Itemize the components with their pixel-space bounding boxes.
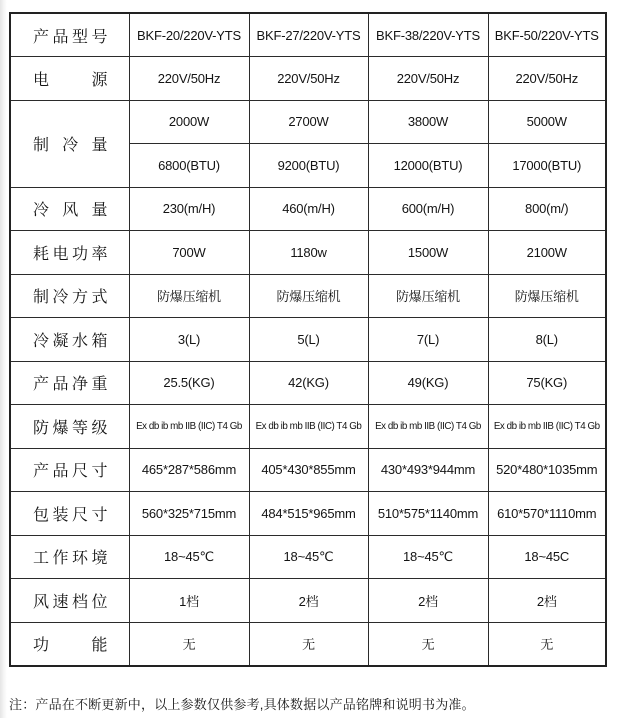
label-package-size: 包装尺寸 — [10, 492, 129, 536]
cell-working-environment-2: 18~45℃ — [249, 535, 368, 579]
row-function — [10, 622, 606, 666]
cell-function-2: 无 — [249, 622, 368, 666]
cell-condensate-tank-4: 8(L) — [488, 318, 606, 362]
cell-power-supply-1: 220V/50Hz — [129, 57, 249, 101]
cell-function-1: 无 — [129, 622, 249, 666]
cell-ex-rating-2: Ex db ib mb IIB (IIC) T4 Gb — [249, 405, 368, 449]
label-product-size: 产品尺寸 — [10, 448, 129, 492]
label-power-consumption: 耗电功率 — [10, 231, 129, 275]
row-power-consumption — [10, 231, 606, 275]
cell-fan-speed-4: 2档 — [488, 579, 606, 623]
cell-power-consumption-4: 2100W — [488, 231, 606, 275]
cell-power-consumption-3: 1500W — [368, 231, 488, 275]
cell-ex-rating-1: Ex db ib mb IIB (IIC) T4 Gb — [129, 405, 249, 449]
cell-package-size-3: 510*575*1140mm — [368, 492, 488, 536]
cell-model-4: BKF-50/220V-YTS — [488, 13, 606, 57]
cell-cooling-btu-3: 12000(BTU) — [368, 144, 488, 188]
cell-power-consumption-2: 1180w — [249, 231, 368, 275]
row-ex-rating — [10, 405, 606, 449]
row-condensate-tank — [10, 318, 606, 362]
cell-power-supply-4: 220V/50Hz — [488, 57, 606, 101]
cell-fan-speed-3: 2档 — [368, 579, 488, 623]
cell-cooling-w-3: 3800W — [368, 100, 488, 144]
label-fan-speed: 风速档位 — [10, 579, 129, 623]
label-ex-rating: 防爆等级 — [10, 405, 129, 449]
cell-cooling-w-2: 2700W — [249, 100, 368, 144]
row-cooling-method — [10, 274, 606, 318]
cell-net-weight-2: 42(KG) — [249, 361, 368, 405]
cell-fan-speed-2: 2档 — [249, 579, 368, 623]
row-fan-speed — [10, 579, 606, 623]
product-spec-table — [9, 12, 607, 667]
row-net-weight — [10, 361, 606, 405]
label-working-environment: 工作环境 — [10, 535, 129, 579]
row-package-size — [10, 492, 606, 536]
cell-ex-rating-3: Ex db ib mb IIB (IIC) T4 Gb — [368, 405, 488, 449]
cell-working-environment-3: 18~45℃ — [368, 535, 488, 579]
label-cooling-method: 制冷方式 — [10, 274, 129, 318]
cell-cooling-btu-2: 9200(BTU) — [249, 144, 368, 188]
label-power-supply: 电源 — [10, 57, 129, 101]
cell-product-size-3: 430*493*944mm — [368, 448, 488, 492]
cell-cooling-method-2: 防爆压缩机 — [249, 274, 368, 318]
cell-fan-speed-1: 1档 — [129, 579, 249, 623]
footnote: 注：产品在不断更新中，以上参数仅供参考,具体数据以产品铭牌和说明书为准。 — [9, 697, 475, 712]
cell-package-size-2: 484*515*965mm — [249, 492, 368, 536]
label-cooling-capacity: 制冷量 — [10, 100, 129, 187]
cell-product-size-4: 520*480*1035mm — [488, 448, 606, 492]
cell-working-environment-1: 18~45℃ — [129, 535, 249, 579]
cell-cooling-method-3: 防爆压缩机 — [368, 274, 488, 318]
cell-model-1: BKF-20/220V-YTS — [129, 13, 249, 57]
cell-cooling-btu-1: 6800(BTU) — [129, 144, 249, 188]
cell-condensate-tank-1: 3(L) — [129, 318, 249, 362]
row-cooling-capacity-w — [10, 100, 606, 144]
cell-net-weight-1: 25.5(KG) — [129, 361, 249, 405]
cell-function-4: 无 — [488, 622, 606, 666]
cell-working-environment-4: 18~45C — [488, 535, 606, 579]
cell-cooling-w-1: 2000W — [129, 100, 249, 144]
cell-air-volume-2: 460(m/H) — [249, 187, 368, 231]
row-air-volume — [10, 187, 606, 231]
cell-product-size-1: 465*287*586mm — [129, 448, 249, 492]
cell-product-size-2: 405*430*855mm — [249, 448, 368, 492]
cell-cooling-method-1: 防爆压缩机 — [129, 274, 249, 318]
cell-model-3: BKF-38/220V-YTS — [368, 13, 488, 57]
cell-cooling-w-4: 5000W — [488, 100, 606, 144]
cell-cooling-btu-4: 17000(BTU) — [488, 144, 606, 188]
row-model — [10, 13, 606, 57]
label-net-weight: 产品净重 — [10, 361, 129, 405]
cell-power-supply-2: 220V/50Hz — [249, 57, 368, 101]
row-working-environment — [10, 535, 606, 579]
cell-model-2: BKF-27/220V-YTS — [249, 13, 368, 57]
row-power-supply — [10, 57, 606, 101]
cell-power-consumption-1: 700W — [129, 231, 249, 275]
cell-package-size-1: 560*325*715mm — [129, 492, 249, 536]
cell-net-weight-3: 49(KG) — [368, 361, 488, 405]
label-air-volume: 冷风量 — [10, 187, 129, 231]
label-condensate-tank: 冷凝水箱 — [10, 318, 129, 362]
cell-air-volume-3: 600(m/H) — [368, 187, 488, 231]
cell-package-size-4: 610*570*1110mm — [488, 492, 606, 536]
cell-air-volume-1: 230(m/H) — [129, 187, 249, 231]
label-model: 产品型号 — [10, 13, 129, 57]
cell-function-3: 无 — [368, 622, 488, 666]
cell-net-weight-4: 75(KG) — [488, 361, 606, 405]
cell-power-supply-3: 220V/50Hz — [368, 57, 488, 101]
cell-condensate-tank-2: 5(L) — [249, 318, 368, 362]
row-product-size — [10, 448, 606, 492]
cell-cooling-method-4: 防爆压缩机 — [488, 274, 606, 318]
page-edge-shading — [0, 0, 7, 718]
cell-air-volume-4: 800(m/) — [488, 187, 606, 231]
cell-ex-rating-4: Ex db ib mb IIB (IIC) T4 Gb — [488, 405, 606, 449]
label-function: 功能 — [10, 622, 129, 666]
cell-condensate-tank-3: 7(L) — [368, 318, 488, 362]
